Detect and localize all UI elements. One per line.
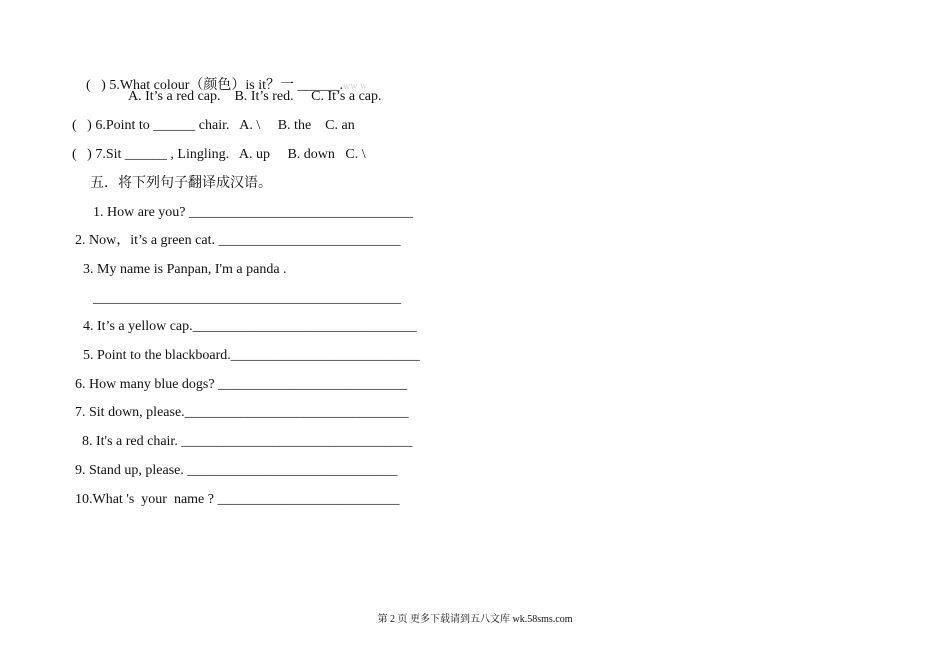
translation-item-3: 3. My name is Panpan, I'm a panda . [83, 262, 287, 277]
section-5-heading: 五．将下列句子翻译成汉语。 [90, 176, 272, 191]
translation-item-9: 9. Stand up, please. ______________________________ [75, 463, 398, 478]
translation-item-2: 2. Now，it’s a green cat. __________________________ [75, 233, 401, 248]
page-footer: 第 2 页 更多下载请到五八文库 wk.58sms.com [377, 614, 573, 625]
translation-item-6: 6. How many blue dogs? ___________________________ [75, 377, 408, 392]
translation-item-8: 8. It's a red chair. _________________________________ [82, 434, 413, 449]
question-6: ( ) 6.Point to ______ chair. A. \ B. the C. an [72, 118, 355, 133]
translation-item-3-answer-line: ____________________________________________ [93, 291, 401, 306]
translation-item-5: 5. Point to the blackboard.___________________________ [83, 348, 420, 363]
question-7: ( ) 7.Sit ______ , Lingling. A. up B. down C. \ [72, 147, 366, 162]
watermark-text: ww w [343, 81, 368, 92]
translation-item-7: 7. Sit down, please.________________________________ [75, 405, 409, 420]
question-5-options: A. It’s a red cap. B. It’s red. C. It’s a cap. [128, 89, 382, 104]
translation-item-4: 4. It’s a yellow cap.________________________________ [83, 319, 417, 334]
question-5-text: ( ) 5.What colour（颜色）is it？一 ______. [86, 78, 344, 93]
translation-item-10: 10.What 's your name ? __________________________ [75, 492, 400, 507]
translation-item-1: 1. How are you? ________________________________ [93, 205, 414, 220]
